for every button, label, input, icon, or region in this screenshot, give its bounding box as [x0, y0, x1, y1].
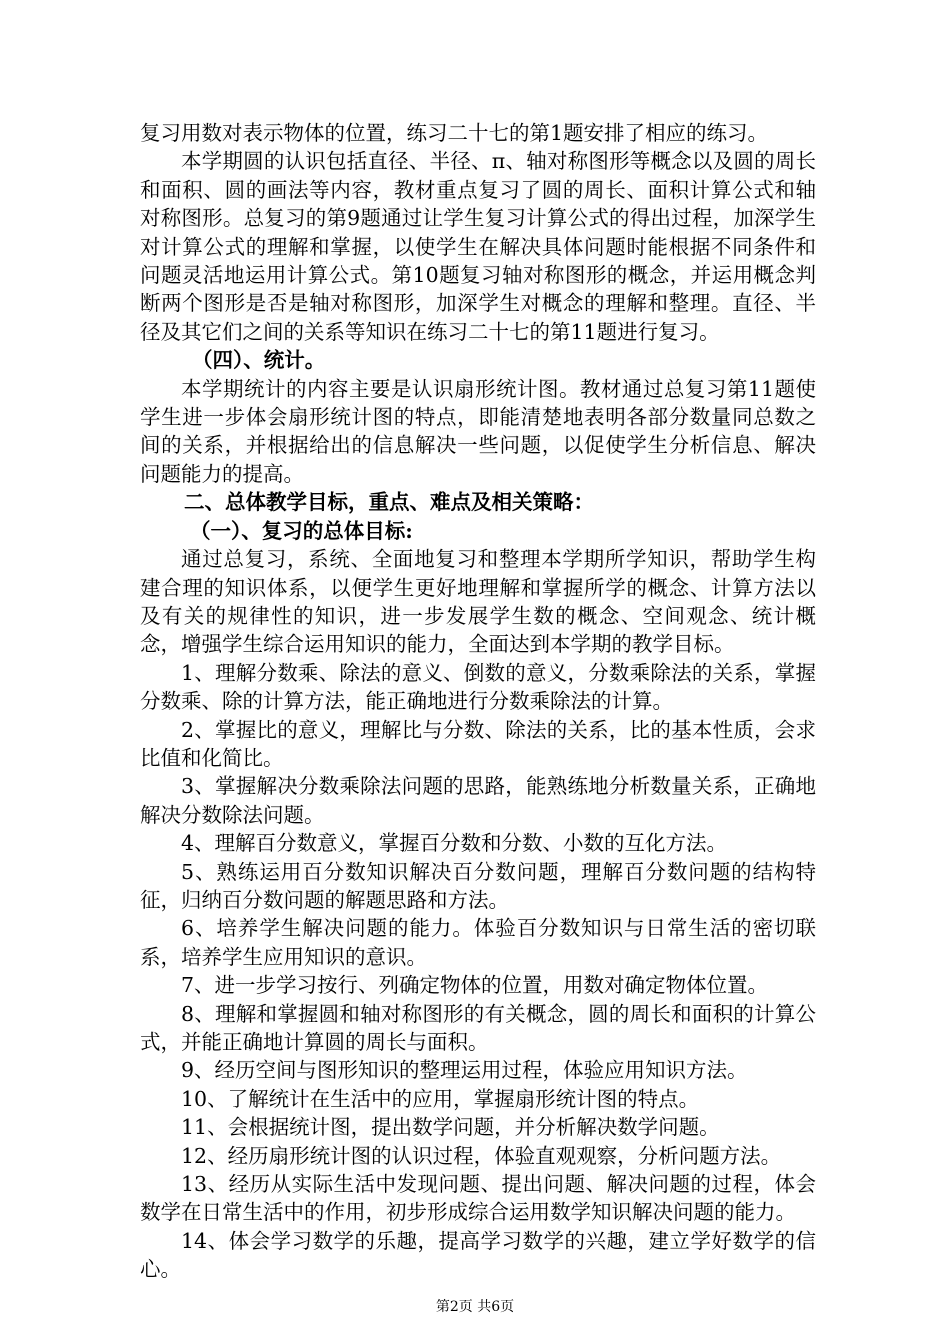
goal-item: 14、体会学习数学的乐趣，提高学习数学的兴趣，建立学好数学的信心。	[140, 1228, 816, 1282]
goal-item: 6、培养学生解决问题的能力。体验百分数知识与日常生活的密切联系，培养学生应用知识的意识。	[140, 916, 816, 969]
goal-item: 7、进一步学习按行、列确定物体的位置，用数对确定物体位置。	[181, 973, 769, 998]
goal-item: 3、掌握解决分数乘除法问题的思路，能熟练地分析数量关系，正确地解决分数除法问题。	[140, 774, 816, 827]
page-number-footer: 第2页 共6页	[435, 1299, 515, 1315]
goal-item: 13、经历从实际生活中发现问题、提出问题、解决问题的过程，体会数学在日常生活中的作用，初步形成综合运用数学知识解决问题的能力。	[140, 1172, 816, 1225]
goal-item: 11、会根据统计图，提出数学问题，并分析解决数学问题。	[181, 1115, 720, 1140]
subsection-heading-overall-goals: （一）、复习的总体目标:	[190, 518, 413, 543]
goal-item: 12、经历扇形统计图的认识过程，体验直观观察，分析问题方法。	[181, 1143, 782, 1168]
goal-item: 5、熟练运用百分数知识解决百分数问题，理解百分数问题的结构特征，归纳百分数问题的解题思路和方法。	[140, 859, 816, 912]
goal-item: 8、理解和掌握圆和轴对称图形的有关概念，圆的周长和面积的计算公式，并能正确地计算圆的周长与面积。	[140, 1001, 816, 1054]
goal-item: 2、掌握比的意义，理解比与分数、除法的关系，比的基本性质，会求比值和化简比。	[140, 717, 816, 770]
document-body	[140, 119, 816, 1284]
goal-item: 4、理解百分数意义，掌握百分数和分数、小数的互化方法。	[181, 831, 728, 856]
paragraph-overall-goals: 通过总复习，系统、全面地复习和整理本学期所学知识，帮助学生构建合理的知识体系，以便学生更好地理解和掌握所学的概念、计算方法以及有关的规律性的知识，进一步发展学生数的概念、空间观念、统计概念，增强学生综合运用知识的能力，全面达到本学期的教学目标。	[140, 547, 816, 657]
goal-item: 10、了解统计在生活中的应用，掌握扇形统计图的特点。	[181, 1086, 700, 1111]
paragraph-continuation: 复习用数对表示物体的位置，练习二十七的第1题安排了相应的练习。	[140, 121, 769, 145]
paragraph-statistics: 本学期统计的内容主要是认识扇形统计图。教材通过总复习第11题使学生进一步体会扇形统计图的特点，即能清楚地表明各部分数量同总数之间的关系，并根据给出的信息解决一些问题，以促使学生分析信息、解决问题能力的提高。	[140, 376, 816, 486]
goal-item: 1、理解分数乘、除法的意义、倒数的意义，分数乘除法的关系，掌握分数乘、除的计算方法，能正确地进行分数乘除法的计算。	[140, 660, 816, 714]
goal-item: 9、经历空间与图形知识的整理运用过程，体验应用知识方法。	[181, 1058, 748, 1083]
section-heading-goals: 二、总体教学目标，重点、难点及相关策略：	[184, 490, 594, 515]
section-heading-statistics: （四）、统计。	[192, 348, 326, 373]
paragraph-circle: 本学期圆的认识包括直径、半径、π、轴对称图形等概念以及圆的周长和面积、圆的画法等内容，教材重点复习了圆的周长、面积计算公式和轴对称图形。总复习的第9题通过让学生复习计算公式的得出过程，加深学生对计算公式的理解和掌握，以使学生在解决具体问题时能根据不同条件和问题灵活地运用计算公式。第10题复习轴对称图形的概念，并运用概念判断两个图形是否是轴对称图形，加深学生对概念的理解和整理。直径、半径及其它们之间的关系等知识在练习二十七的第11题进行复习。	[140, 149, 816, 344]
